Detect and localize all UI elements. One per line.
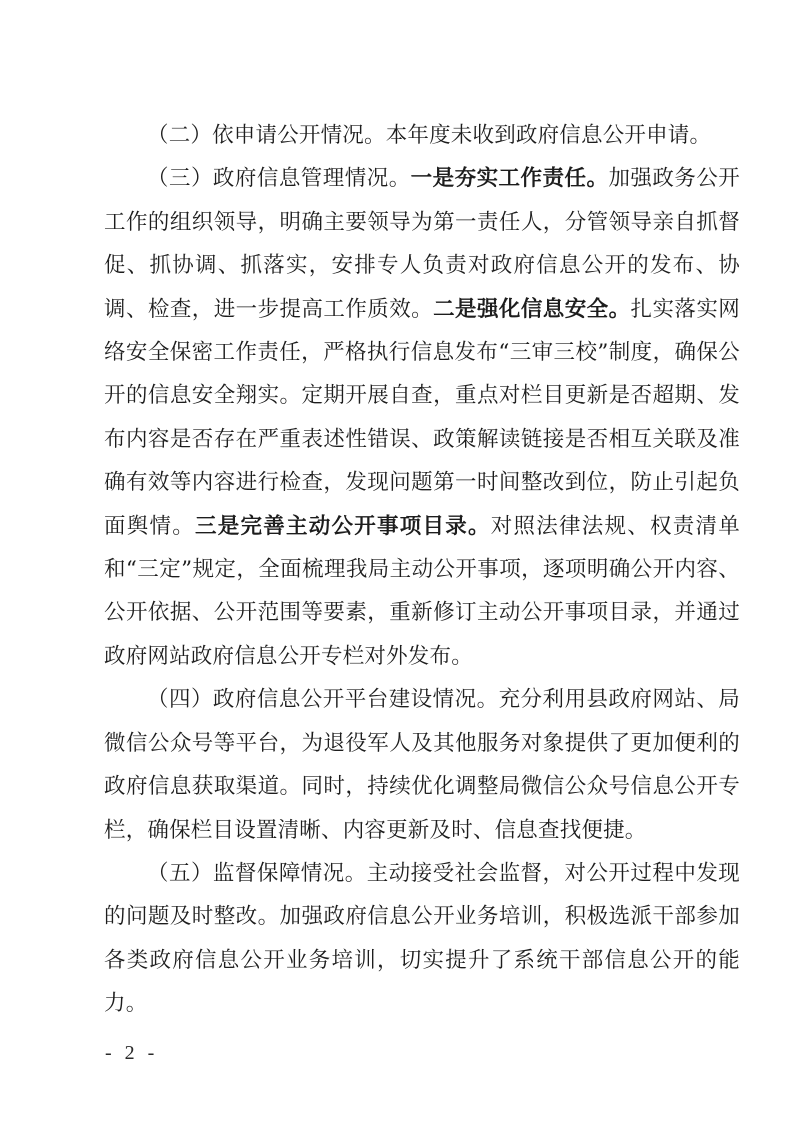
paragraph: [104, 157, 740, 678]
text-run: （二）依申请公开情况。本年度未收到政府信息公开申请。: [147, 123, 712, 148]
bold-text-run: 三是完善主动公开事项目录。: [195, 513, 491, 539]
paragraph: [104, 678, 740, 852]
text-run: （四）政府信息公开平台建设情况。充分利用县政府网站、局微信公众号等平台，为退役军人及其他服务对象提供了更加便利的政府信息获取渠道。同时，持续优化调整局微信公众号信息公开专栏，确保栏目设置清晰、内容更新及时、信息查找便捷。: [104, 687, 740, 843]
page-number: - 2 -: [105, 1042, 159, 1064]
text-run: 加强政务公开工作的组织领导，明确主要领导为第一责任人，分管领导亲自抓督促、抓协调、抓落实，安排专人负责对政府信息公开的发布、协调、检查，进一步提高工作质效。: [104, 166, 740, 322]
text-run: （五）监督保障情况。主动接受社会监督，对公开过程中发现的问题及时整改。加强政府信息公开业务培训，积极选派干部参加各类政府信息公开业务培训，切实提升了系统干部信息公开的能力。: [104, 860, 740, 1017]
text-run: 扎实落实网络安全保密工作责任，严格执行信息发布“三审三校”制度，确保公开的信息安全翔实。定期开展自查，重点对栏目更新是否超期、发布内容是否存在严重表述性错误、政策解读链接是否相互关联及准确有效等内容进行检查，发现问题第一时间整改到位，防止引起负面舆情。: [104, 296, 740, 539]
document-body: [104, 114, 740, 1026]
paragraph: [104, 852, 740, 1026]
bold-text-run: 一是夯实工作责任。: [410, 166, 609, 192]
paragraph: [104, 114, 740, 157]
text-run: （三）政府信息管理情况。: [147, 166, 411, 192]
text-run: 对照法律法规、权责清单和“三定”规定，全面梳理我局主动公开事项，逐项明确公开内容、公开依据、公开范围等要素，重新修订主动公开事项目录，并通过政府网站政府信息公开专栏对外发布。: [104, 513, 740, 669]
bold-text-run: 二是强化信息安全。: [433, 296, 631, 322]
